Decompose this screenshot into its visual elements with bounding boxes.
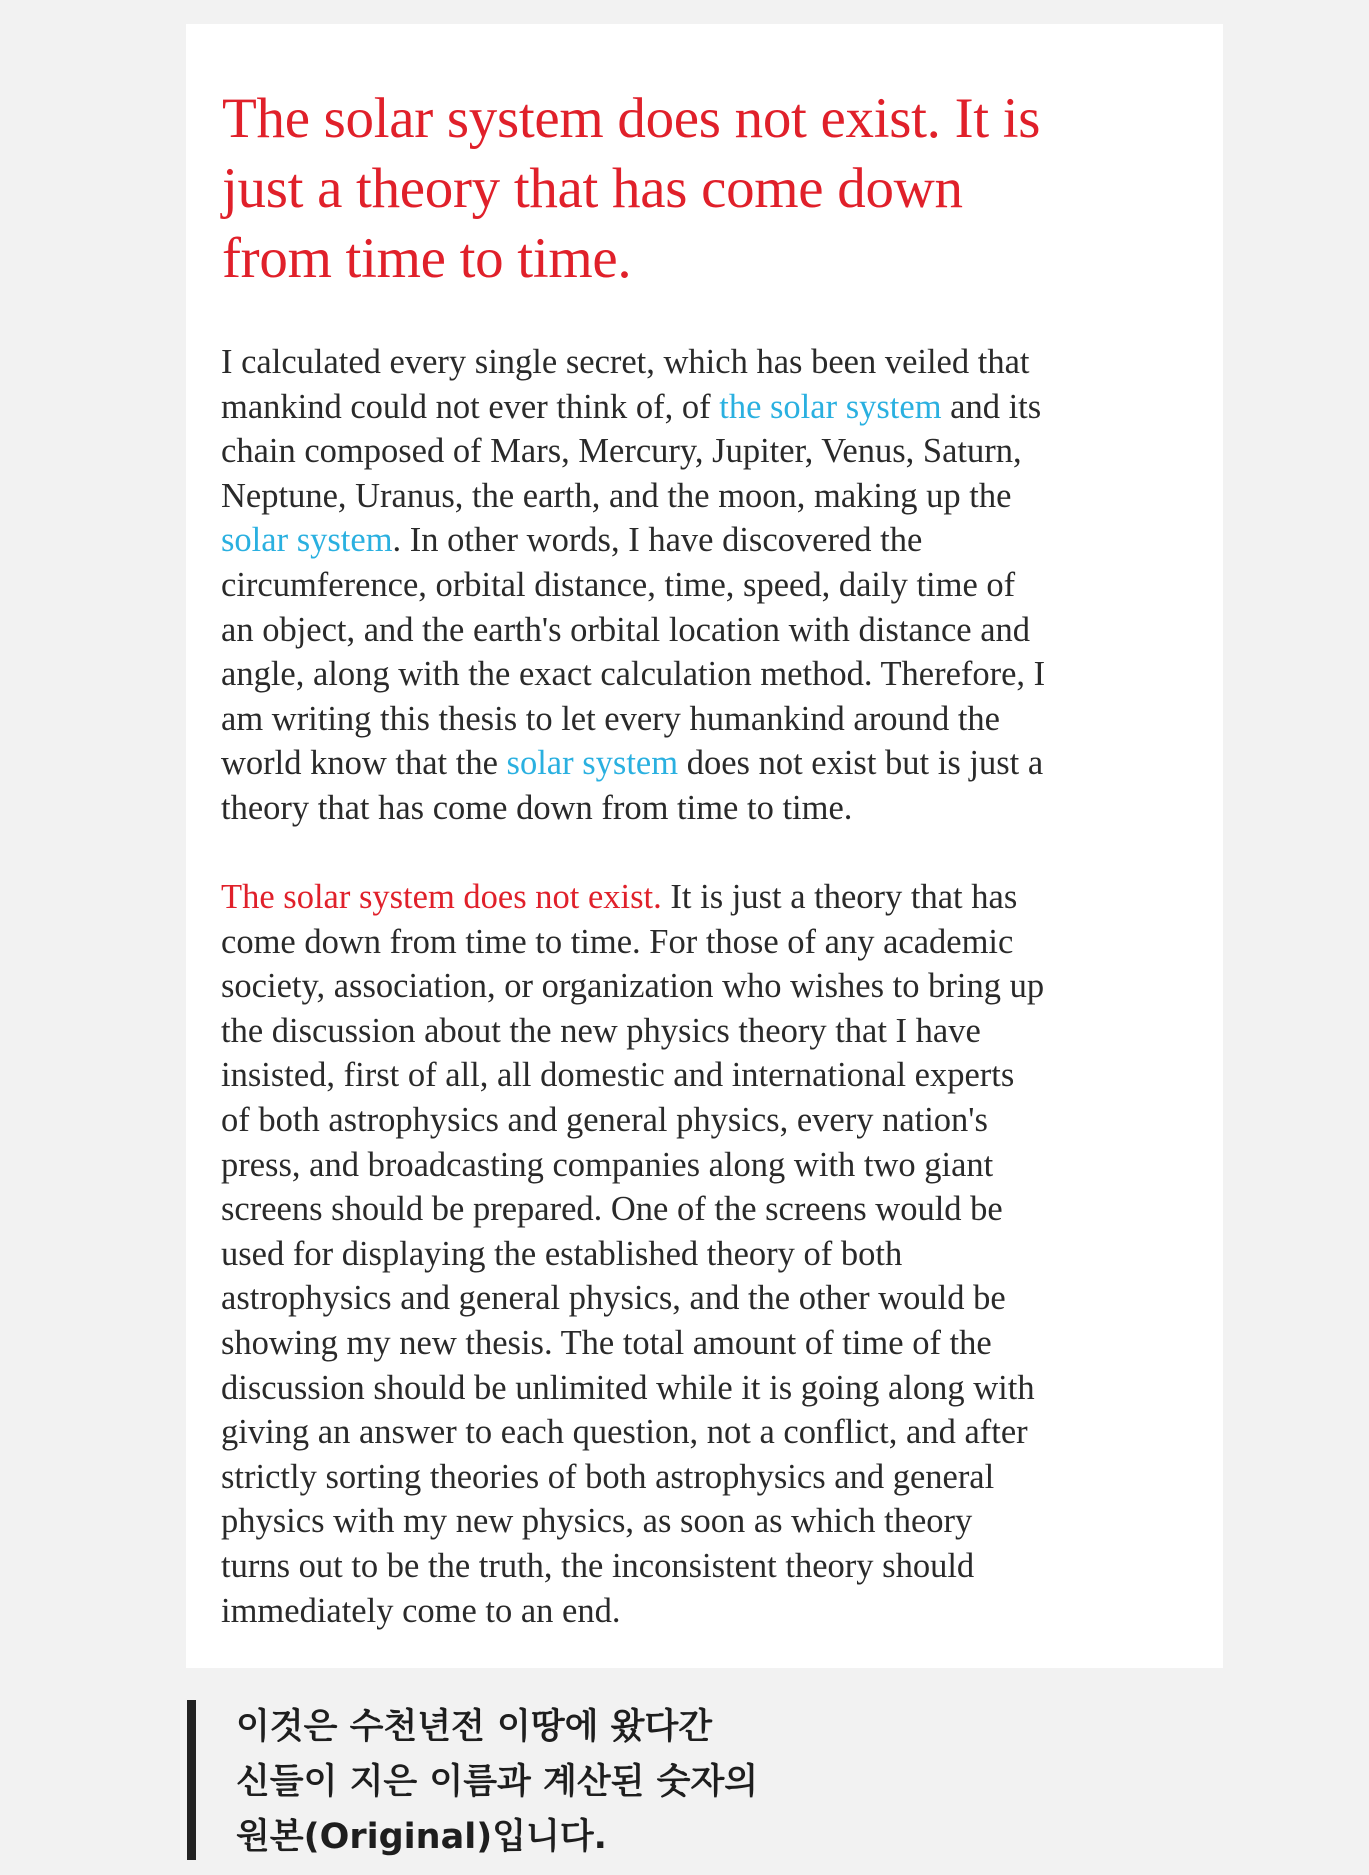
text-segment: press, and broadcasting companies along with two giant	[221, 1145, 994, 1184]
text-line	[221, 1276, 1044, 1321]
text-segment: physics with my new physics, as soon as which theory	[221, 1502, 973, 1541]
text-line	[221, 1321, 1044, 1366]
text-line	[221, 340, 1045, 385]
text-segment: . In other words, I have discovered the	[392, 521, 923, 560]
text-segment: discussion should be unlimited while it is going along with	[221, 1368, 1035, 1407]
text-line	[221, 1187, 1044, 1232]
caption-line: 이것은 수천년전 이땅에 왔다간	[236, 1707, 713, 1747]
text-line	[221, 741, 1045, 786]
text-line	[221, 1232, 1044, 1277]
text-segment: used for displaying the established theory of both	[221, 1234, 903, 1273]
text-segment: angle, along with the exact calculation method. Therefore, I	[221, 655, 1046, 694]
headline	[222, 84, 1040, 294]
text-segment: giving an answer to each question, not a conflict, and after	[221, 1413, 1028, 1452]
text-segment: come down from time to time. For those of any academic	[221, 922, 1014, 961]
text-segment: society, association, or organization who wishes to bring up	[221, 967, 1045, 1006]
text-segment: chain composed of Mars, Mercury, Jupiter, Venus, Saturn,	[221, 432, 1022, 471]
text-line	[221, 1053, 1044, 1098]
caption-line: 신들이 지은 이름과 계산된 숫자의	[236, 1762, 759, 1802]
text-line	[221, 875, 1044, 920]
text-line	[221, 652, 1045, 697]
text-line	[221, 1098, 1044, 1143]
text-segment: and its	[941, 387, 1042, 426]
text-segment: circumference, orbital distance, time, speed, daily time of	[221, 565, 1016, 604]
text-line	[221, 1455, 1044, 1500]
highlighted-term: the solar system	[719, 387, 942, 426]
text-segment: screens should be prepared. One of the screens would be	[221, 1190, 1003, 1229]
text-segment: immediately come to an end.	[221, 1591, 621, 1630]
text-segment: world know that the	[221, 744, 507, 783]
text-line	[221, 1143, 1044, 1188]
text-segment: of both astrophysics and general physics, every nation's	[221, 1100, 988, 1139]
text-segment: mankind could not ever think of, of	[221, 387, 720, 426]
text-line	[221, 1499, 1044, 1544]
text-segment: insisted, first of all, all domestic and international experts	[221, 1056, 1015, 1095]
text-line	[221, 429, 1045, 474]
caption	[236, 1700, 758, 1865]
text-line	[221, 1589, 1044, 1634]
text-segment: am writing this thesis to let every humankind around the	[221, 699, 1000, 738]
paragraph-1	[221, 340, 1045, 831]
text-line	[221, 1544, 1044, 1589]
text-line	[221, 964, 1044, 1009]
text-segment: the discussion about the new physics theory that I have	[221, 1011, 981, 1050]
headline-line: from time to time.	[222, 227, 632, 290]
text-line	[221, 1410, 1044, 1455]
text-line	[221, 920, 1044, 965]
text-line	[221, 1366, 1044, 1411]
text-segment: astrophysics and general physics, and the other would be	[221, 1279, 1006, 1318]
text-line	[221, 1009, 1044, 1054]
text-segment: theory that has come down from time to time.	[221, 788, 853, 827]
text-segment: turns out to be the truth, the inconsistent theory should	[221, 1546, 975, 1585]
text-segment: an object, and the earth's orbital location with distance and	[221, 610, 1031, 649]
text-segment: showing my new thesis. The total amount of time of the	[221, 1323, 992, 1362]
text-line	[221, 474, 1045, 519]
text-line	[221, 697, 1045, 742]
caption-line: 원본(Original)입니다.	[236, 1817, 607, 1857]
text-segment: I calculated every single secret, which has been veiled that	[221, 343, 1030, 381]
text-segment: does not exist but is just a	[678, 744, 1044, 783]
text-line	[221, 518, 1045, 563]
paragraph-2	[221, 875, 1044, 1633]
highlighted-term: solar system	[221, 521, 393, 560]
text-segment: It is just a theory that has	[661, 878, 1018, 916]
text-segment: strictly sorting theories of both astrophysics and general	[221, 1457, 995, 1496]
highlighted-term: solar system	[506, 744, 679, 783]
blockquote-bar	[187, 1700, 196, 1860]
text-line	[221, 563, 1045, 608]
text-line	[221, 786, 1045, 831]
headline-line: just a theory that has come down	[222, 157, 963, 220]
highlighted-sentence: The solar system does not exist.	[221, 878, 662, 916]
text-line	[221, 608, 1045, 653]
text-segment: Neptune, Uranus, the earth, and the moon, making up the	[221, 476, 1012, 515]
text-line	[221, 385, 1045, 430]
headline-line: The solar system does not exist. It is	[222, 87, 1041, 150]
document-image	[186, 24, 1223, 1668]
